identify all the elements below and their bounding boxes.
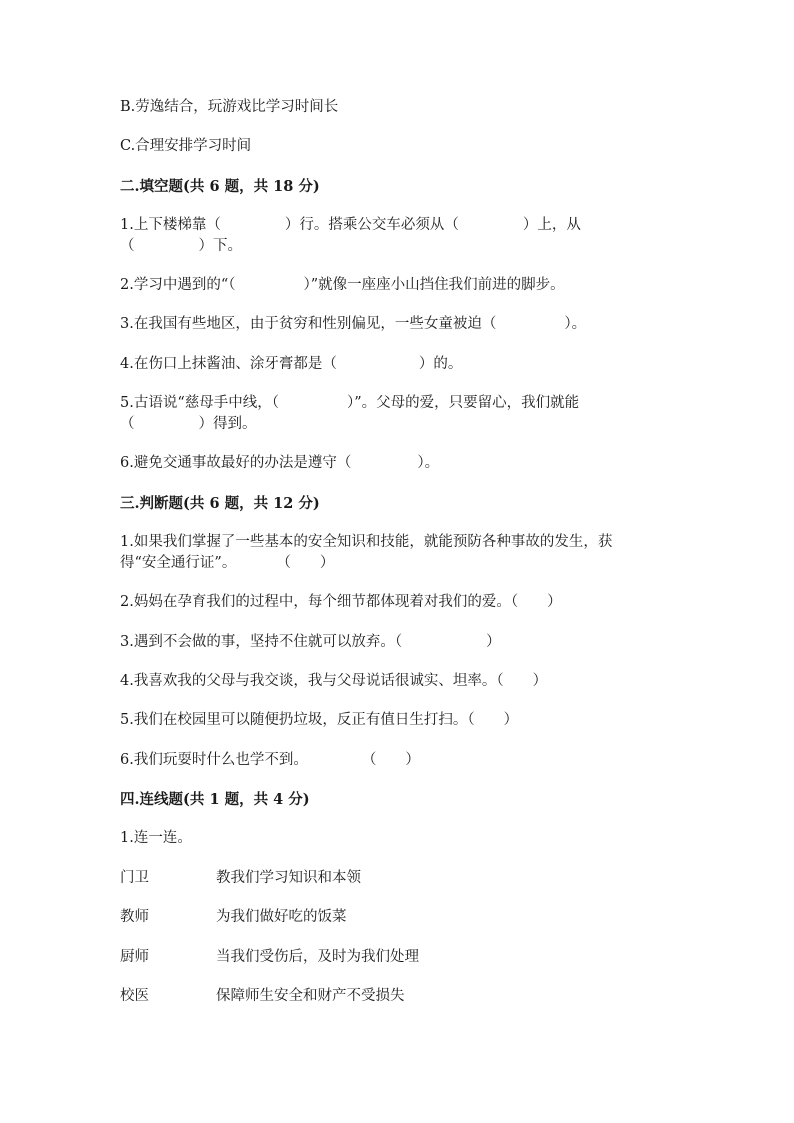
fill-question-6: [120, 453, 439, 474]
matching-role: 教师: [120, 909, 149, 925]
judge-q3-text-a: 3.遇到不会做的事，坚持不住就可以放弃。（: [120, 634, 403, 650]
fill-question-1-cont: [120, 236, 242, 257]
matching-role: 校医: [120, 988, 149, 1004]
judge-q3-text-b: ）: [486, 634, 501, 650]
matching-question-1: 1.连一连。: [120, 830, 192, 846]
matching-duty: 保障师生安全和财产不受损失: [216, 988, 405, 1004]
judge-question-5: 5.我们在校园里可以随便扔垃圾，反正有值日生打扫。（ ）: [120, 712, 519, 728]
matching-row: [120, 868, 680, 889]
matching-duty: 为我们做好吃的饭菜: [216, 909, 347, 925]
fill-question-3: [120, 314, 586, 335]
section-fill-blank-title: 二.填空题(共 6 题，共 18 分): [120, 178, 320, 195]
fill-q1-text-a: 1.上下楼梯靠（: [120, 217, 221, 233]
section-matching-title: 四.连线题(共 1 题，共 4 分): [120, 791, 310, 808]
matching-row: [120, 947, 680, 968]
fill-q6-text-b: ）。: [417, 455, 440, 471]
answer-parentheses: （ ）: [276, 555, 335, 571]
judge-q1-text-b: 得“安全通行证”。: [120, 555, 237, 571]
matching-duty: 当我们受伤后，及时为我们处理: [216, 949, 419, 965]
option-c: C.合理安排学习时间: [120, 138, 252, 154]
fill-q1-text-c: ）上，从: [522, 217, 581, 233]
answer-parentheses: （ ）: [361, 752, 420, 768]
section-judge-title: 三.判断题(共 6 题，共 12 分): [120, 495, 320, 512]
matching-row: [120, 986, 680, 1007]
fill-q2-text-a: 2.学习中遇到的“（: [120, 277, 236, 293]
fill-q6-text-a: 6.避免交通事故最好的办法是遵守（: [120, 455, 352, 471]
judge-q6-text-a: 6.我们玩耍时什么也学不到。: [120, 752, 308, 768]
fill-q1-text-d: （: [120, 238, 135, 254]
fill-q4-text-b: ）的。: [418, 356, 463, 372]
matching-duty: 教我们学习知识和本领: [216, 870, 361, 886]
matching-row: [120, 907, 680, 928]
fill-q2-text-b: ）”就像一座座小山挡住我们前进的脚步。: [303, 277, 565, 293]
fill-q1-text-e: ）下。: [198, 238, 242, 254]
fill-q5-text-c: （: [120, 416, 135, 432]
fill-question-1: [120, 215, 581, 236]
matching-role: 厨师: [120, 949, 149, 965]
fill-question-4: [120, 354, 462, 375]
fill-q5-text-a: 5.古语说“慈母手中线，（: [120, 395, 279, 411]
fill-q3-text-b: ）。: [564, 316, 587, 332]
judge-question-1-cont: [120, 553, 334, 574]
fill-q5-text-b: ）”。父母的爱，只要留心，我们就能: [347, 395, 580, 411]
fill-question-5-cont: [120, 414, 257, 435]
matching-role: 门卫: [120, 870, 149, 886]
fill-q3-text-a: 3.在我国有些地区，由于贫穷和性别偏见，一些女童被迫（: [120, 316, 497, 332]
judge-question-1: 1.如果我们掌握了一些基本的安全知识和技能，就能预防各种事故的发生，获: [120, 534, 613, 550]
fill-q1-text-b: ）行。搭乘公交车必须从（: [284, 217, 459, 233]
judge-question-6: [120, 750, 420, 771]
option-b: B.劳逸结合，玩游戏比学习时间长: [120, 99, 339, 115]
fill-q5-text-d: ）得到。: [198, 416, 257, 432]
fill-question-2: [120, 275, 565, 296]
judge-question-2: 2.妈妈在孕育我们的过程中，每个细节都体现着对我们的爱。（ ）: [120, 594, 562, 610]
judge-question-3: [120, 632, 501, 653]
fill-question-5: [120, 393, 579, 414]
fill-q4-text-a: 4.在伤口上抹酱油、涂牙膏都是（: [120, 356, 337, 372]
judge-question-4: 4.我喜欢我的父母与我交谈，我与父母说话很诚实、坦率。（ ）: [120, 673, 548, 689]
